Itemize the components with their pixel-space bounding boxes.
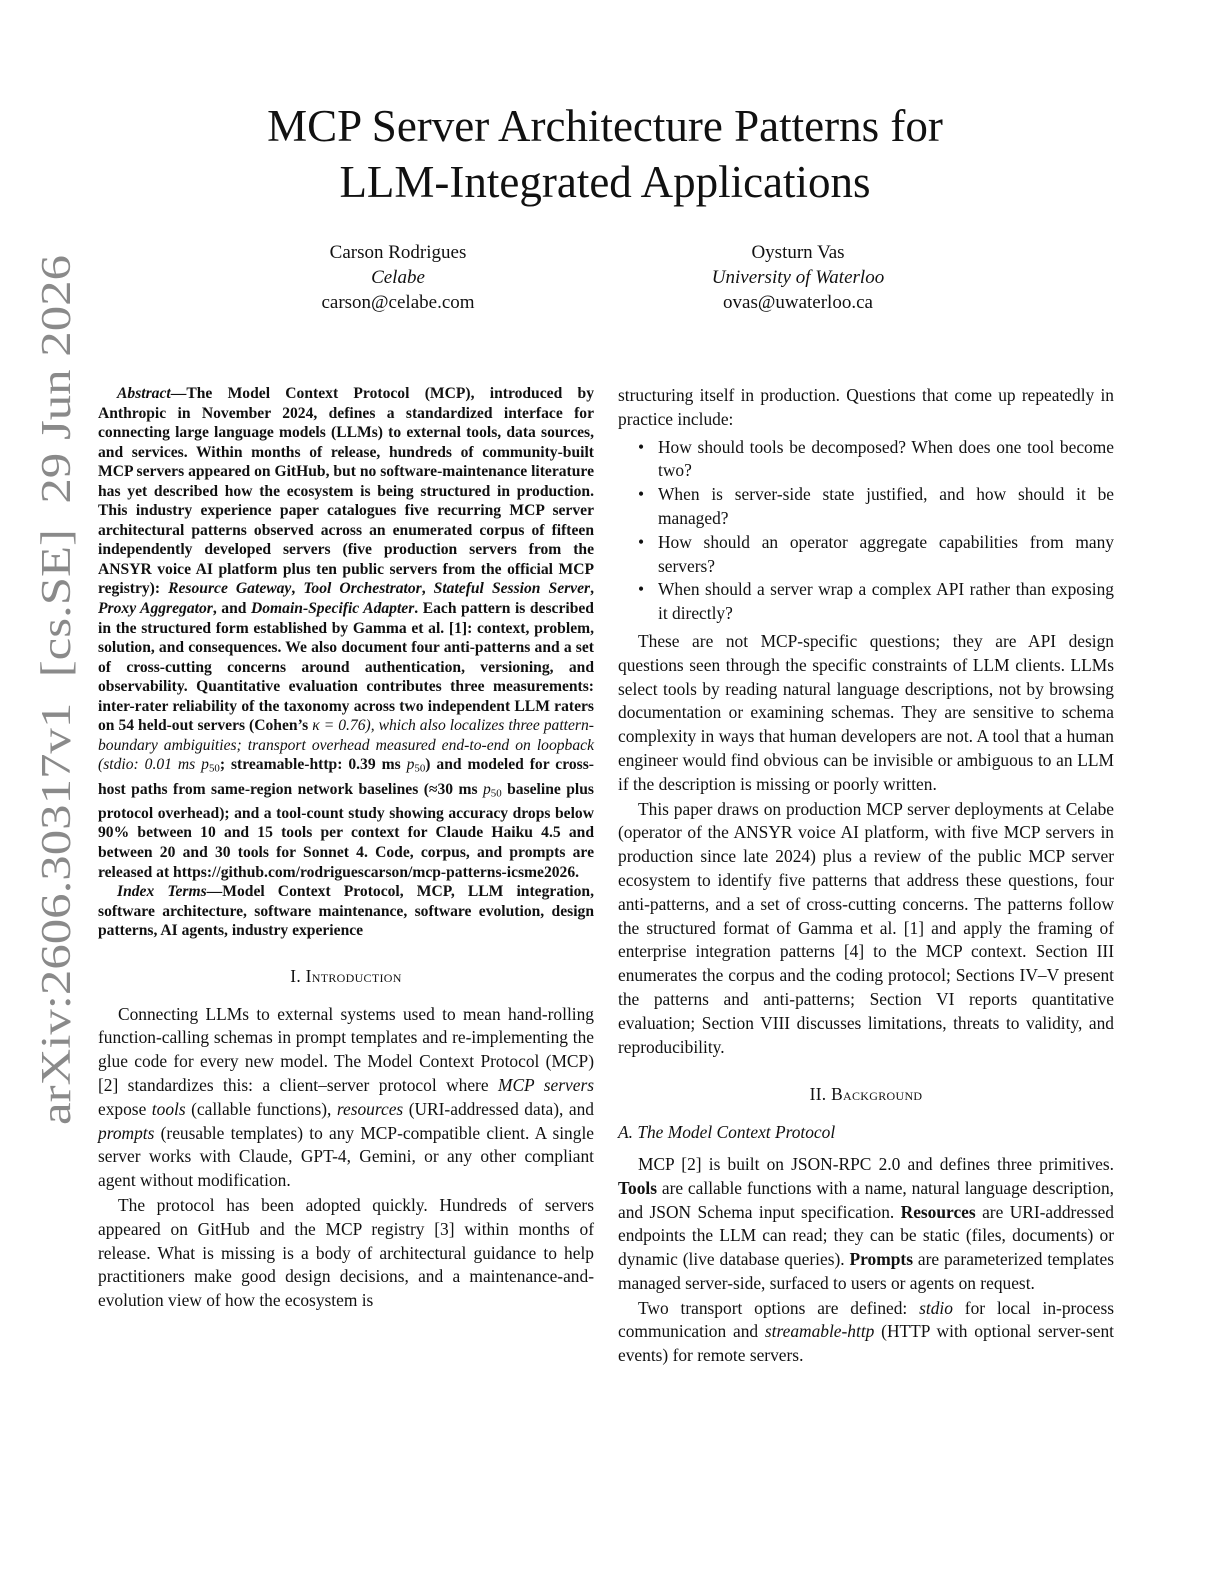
author-block-2 xyxy=(648,240,948,315)
emphasis: MCP servers xyxy=(497,1074,594,1095)
emphasis: streamable-http xyxy=(764,1321,875,1342)
question-text: How should an operator aggregate capabilities from many servers? xyxy=(658,531,1114,576)
text-run: are parameterized templates managed server-side, surfaced to users or agents on request. xyxy=(618,1249,1114,1293)
text-run: Two transport options are defined: xyxy=(638,1297,920,1318)
section-heading-background: II. Background xyxy=(809,1084,923,1105)
pattern-name: Proxy Aggregator xyxy=(98,600,213,618)
abstract-text-5: baseline plus protocol overhead); and a tool-count study showing accuracy drops below 90% between 10 and 15 tools per context for Claude Haiku 4.5 and between 20 and 30 tools for Sonnet 4. Code, corpus, and prompts are released at https://github.com/rodriguescarson/mcp-patterns-icsme2026. xyxy=(98,780,594,881)
emphasis: stdio xyxy=(919,1297,953,1318)
kappa-value: = 0.76), which also localizes three pattern-boundary ambiguities; transport overhead measured end-to-end on loopback (stdio: 0.01 ms xyxy=(98,717,594,774)
text-run: (reusable templates) to any MCP-compatible client. A single server works with Claude, GPT-4, Gemini, or any other compliant agent without modification. xyxy=(98,1122,594,1191)
question-text: When is server-side state justified, and how should it be managed? xyxy=(658,484,1114,528)
index-terms-dash: — xyxy=(206,883,223,901)
text-run: are URI-addressed endpoints the LLM can read; they can be static (files, documents) or dynamic (live database queries). xyxy=(618,1201,1114,1270)
pattern-name: Domain-Specific Adapter xyxy=(250,600,415,618)
abstract-dash: — xyxy=(170,385,187,402)
p50-subscript: 50 xyxy=(414,763,426,776)
bullet-icon: • xyxy=(638,531,645,552)
bullet-icon: • xyxy=(638,579,645,600)
list-item xyxy=(638,578,1114,626)
bullet-icon: • xyxy=(638,436,645,457)
author-block-1 xyxy=(248,240,548,315)
paper-title-line-1: MCP Server Architecture Patterns for xyxy=(267,101,943,151)
text-run: are callable functions with a name, natural language description, and JSON Schema input specification. xyxy=(618,1177,1114,1222)
text-run: MCP [2] is built on JSON-RPC 2.0 and defines three primitives. xyxy=(638,1153,1114,1174)
pattern-name: Stateful Session Server xyxy=(433,580,591,598)
question-text: When should a server wrap a complex API rather than exposing it directly? xyxy=(658,579,1114,624)
left-column xyxy=(98,384,594,1314)
arxiv-identifier-stamp xyxy=(22,250,82,1130)
index-terms-text: Model Context Protocol, MCP, LLM integration, software architecture, software maintenance, software evolution, design patterns, AI agents, industry experience xyxy=(98,883,595,940)
emphasis: resources xyxy=(336,1098,404,1119)
text-run: for local in-process communication and xyxy=(618,1297,1115,1342)
p50-symbol: p xyxy=(406,756,415,774)
abstract-text-1: The Model Context Protocol (MCP), introduced by Anthropic in November 2024, defines a standardized interface for connecting large language models (LLMs) to external tools, data sources, and services. Within months of release, hundreds of community-built MCP servers appeared on GitHub, but no software-maintenance literature has yet described how the ecosystem is being structured in production. This industry experience paper catalogues five recurring MCP server architectural patterns observed across an enumerated corpus of fifteen independently developed servers (five production servers from the ANSYR voice AI platform plus ten public servers from the official MCP registry): xyxy=(98,385,594,598)
p50-symbol: p xyxy=(482,780,491,798)
text-run: (HTTP with optional server-sent events) for remote servers. xyxy=(618,1321,1114,1366)
intro-paragraph-3: These are not MCP-specific questions; they are API design questions seen through the specific constraints of LLM clients. LLMs select tools by reading natural language descriptions, not by browsing documentation or examining schemas. They are sensitive to schema complexity in ways that human developers are not. A tool that a human engineer would find obvious can be invisible or ambiguous to an LLM if the description is missing or poorly written. xyxy=(618,630,1114,794)
bold-term: Resources xyxy=(900,1201,976,1222)
author-name: Oysturn Vas xyxy=(751,242,845,263)
arxiv-identifier-text: arXiv:2606.30317v1 [cs.SE] 29 Jun 2026 xyxy=(34,406,80,1125)
abstract-text-3: ; streamable-http: 0.39 ms xyxy=(219,756,407,774)
p50-subscript: 50 xyxy=(490,787,502,800)
intro-paragraph-2-continued: structuring itself in production. Questions that come up repeatedly in practice include: xyxy=(618,385,1114,429)
author-affiliation: Celabe xyxy=(371,267,425,288)
index-terms xyxy=(98,882,594,941)
subsection-heading-mcp: A. The Model Context Protocol xyxy=(618,1122,836,1143)
background-paragraph-1 xyxy=(618,1153,1114,1296)
separator: , xyxy=(291,580,304,598)
separator: , xyxy=(590,580,594,598)
right-column xyxy=(618,384,1114,1369)
background-paragraph-2 xyxy=(618,1297,1114,1368)
text-run: (URI-addressed data), and xyxy=(403,1098,595,1119)
p50-symbol: p xyxy=(201,756,209,774)
intro-paragraph-4: This paper draws on production MCP server deployments at Celabe (operator of the ANSYR voice AI platform, with five MCP servers in production since late 2024) plus a review of the public MCP server ecosystem to identify five patterns that address these questions, four anti-patterns, and a set of cross-cutting concerns. The patterns follow the structured format of Gamma et al. [1] and apply the framing of enterprise integration patterns [4] to the MCP context. Section III enumerates the corpus and the coding protocol; Sections IV–V present the patterns and anti-patterns; Section VI reports quantitative evaluation; Section VIII discusses limitations, threats to validity, and reproducibility. xyxy=(618,798,1114,1057)
author-email: ovas@uwaterloo.ca xyxy=(723,292,873,313)
text-run: (callable functions), xyxy=(185,1098,337,1119)
author-name: Carson Rodrigues xyxy=(329,242,467,263)
practice-questions-list xyxy=(618,436,1114,626)
separator: , xyxy=(421,580,434,598)
kappa-symbol: κ xyxy=(312,717,320,735)
emphasis: tools xyxy=(151,1098,186,1119)
abstract-text-2: . Each pattern is described in the structured form established by Gamma et al. [1]: context, problem, solution, and consequences. We also document four anti-patterns and a set of cross-cutting concerns around authentication, versioning, and observability. Quantitative evaluation contributes three measurements: inter-rater reliability of the taxonomy across two independent LLM raters on 54 held-out servers (Cohen’s xyxy=(98,600,594,735)
author-affiliation: University of Waterloo xyxy=(711,267,885,288)
text-run: Connecting LLMs to external systems used to mean hand-rolling function-calling schemas in prompt templates and re-implementing the glue code for every new model. The Model Context Protocol (MCP) [2] standardizes this: a client–server protocol where xyxy=(98,1003,594,1095)
author-email: carson@celabe.com xyxy=(321,292,475,313)
index-terms-label: Index Terms xyxy=(117,883,207,901)
intro-paragraph-2: The protocol has been adopted quickly. Hundreds of servers appeared on GitHub and the MCP registry [3] within months of release. What is missing is a body of architectural guidance to help practitioners make good design decisions, and a maintenance-and-evolution view of how the ecosystem is xyxy=(98,1194,594,1311)
bullet-icon: • xyxy=(638,484,645,505)
paper-title-line-2: LLM-Integrated Applications xyxy=(339,157,871,207)
intro-paragraph-1 xyxy=(98,1003,594,1193)
pattern-name: Tool Orchestrator xyxy=(303,580,422,598)
emphasis: prompts xyxy=(98,1122,155,1143)
bold-term: Tools xyxy=(618,1177,657,1198)
list-item xyxy=(638,531,1114,579)
abstract-text-4: ) and modeled for cross-host paths from same-region network baselines (≈30 ms xyxy=(98,756,594,798)
text-run: expose xyxy=(98,1098,152,1119)
list-item xyxy=(638,483,1114,531)
section-heading-introduction: I. Introduction xyxy=(290,965,402,986)
separator: , and xyxy=(212,600,251,618)
p50-subscript: 50 xyxy=(208,763,220,776)
pattern-name: Resource Gateway xyxy=(168,580,292,598)
bold-term: Prompts xyxy=(849,1249,913,1270)
abstract-label: Abstract xyxy=(117,385,171,402)
paper-title xyxy=(150,98,1060,210)
question-text: How should tools be decomposed? When does one tool become two? xyxy=(658,436,1114,481)
list-item xyxy=(638,436,1114,484)
abstract xyxy=(98,384,594,882)
